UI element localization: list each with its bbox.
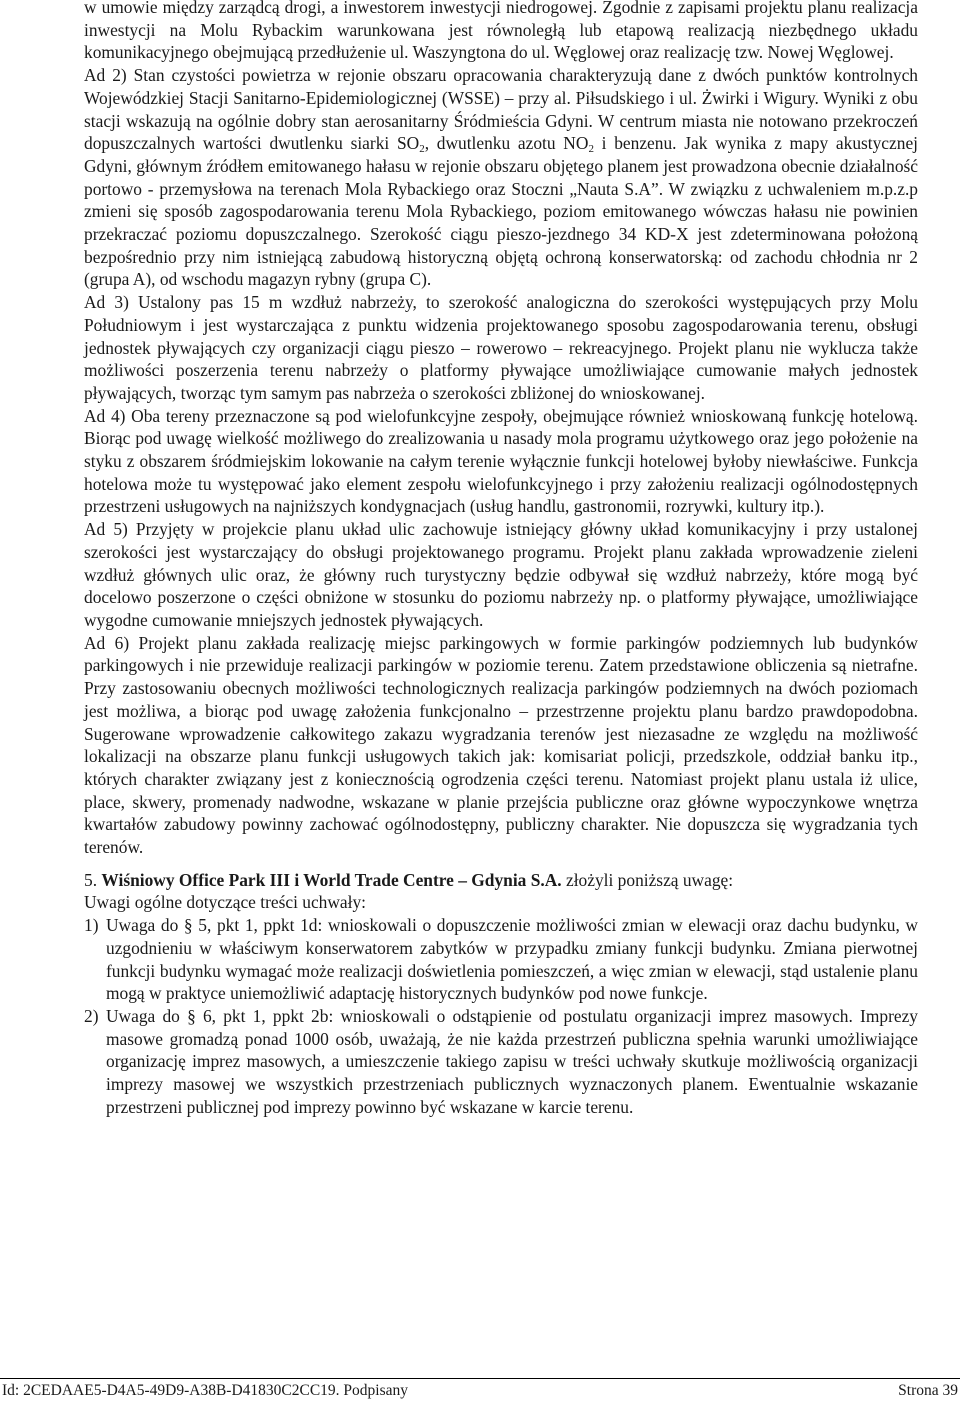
list-item-number: 2) [84,1005,99,1026]
footer-divider [0,1378,960,1379]
list-item-text: Uwaga do § 5, pkt 1, ppkt 1d: wnioskowali o dopuszczenie możliwości zmian w elewacji oraz dachu budynku, w uzgodnieniu w właściwym konserwatorem zabytków w przypadku zmiany funkcji budynku. Zmiana pierwotnej funkcji budynku wymagać może realizacji doświetlenia pomieszczeń, a więc zmian w elewacji, stąd ustalenie planu mogą w praktyce uniemożliwić adaptację historycznych budynków pod nowe funkcje. [106,915,918,1004]
list-item [84,1005,918,1119]
section-5-heading [84,869,918,892]
ad2-text-part2: , dwutlenku azotu NO [424,133,589,154]
section-5-heading-rest: złożyli poniższą uwagę: [561,869,734,890]
no2-subscript: 2 [588,143,594,156]
document-body [84,0,918,1118]
list-item-number: 1) [84,915,99,936]
paragraph-ad-2 [84,64,918,291]
section-5-subtitle: Uwagi ogólne dotyczące treści uchwały: [84,892,367,913]
paragraph-ad-4: Ad 4) Oba tereny przeznaczone są pod wielofunkcyjne zespoły, obejmujące również wnioskowaną funkcję hotelową. Biorąc pod uwagę wielkość możliwego do zrealizowania u nasady mola programu użytkowego oraz jego położenie na styku z obszarem śródmiejskim lokowanie na całym terenie wyłącznie funkcji hotelowej byłoby niewłaściwe. Funkcja hotelowa może tu występować jako element zespołu wielofunkcyjnego i przy założeniu realizacji ogólnodostępnych przestrzeni usługowych na najniższych kondygnacjach (usług handlu, gastronomii, rozrywki, kultury itp.). [84,405,918,517]
page-number: Strona 39 [898,1382,958,1399]
ad2-text-part3: i benzenu. Jak wynika z mapy akustycznej Gdyni, głównym źródłem emitowanego hałasu w rejonie obszaru objętego planem jest prowadzona obecnie działalność portowo - przemysłowa na terenach Mola Rybackiego oraz Stoczni „Nauta S.A”. W związku z uchwaleniem m.p.z.p zmieni się sposób zagospodarowania terenu Mola Rybackiego, poziom emitowanego wówczas hałasu nie powinien przekraczać poziomu dopuszczalnego. Szerokość ciągu pieszo-jezdnego 34 KD-X jest zdeterminowana położoną bezpośrednio przy nim istniejącą zabudową historyczną objętą ochroną konserwatorską: od zachodu chłodnia nr 2 (grupa A), od wschodu magazyn rybny (grupa C). [84,133,918,290]
ad2-text-part1: Ad 2) Stan czystości powietrza w rejonie obszaru opracowania charakteryzują dane z dwóch punktów kontrolnych Wojewódzkiej Stacji Sanitarno-Epidemiologicznej (WSSE) – przy al. Piłsudskiego i ul. Żwirki i Wigury. Wyniki z obu stacji wskazują na ogólnie dobry stan aerosanitarny Śródmieścia Gdyni. W centrum miasta nie notowano przekroczeń dopuszczalnych wartości dwutlenku siarki SO [84,65,918,154]
paragraph-ad-6: Ad 6) Projekt planu zakłada realizację miejsc parkingowych w formie parkingów podziemnych lub budynków parkingowych i nie przewiduje realizacji parkingów w poziomie terenu. Zatem przedstawione obliczenia są nietrafne. Przy zastosowaniu obecnych możliwości technologicznych realizacja parkingów podziemnych na dwóch poziomach jest możliwa, a biorąc pod uwagę założenia funkcjonalno – przestrzenne projektu planu bardzo prawdopodobna. Sugerowane wprowadzenie całkowitego zakazu wygradzania terenów jest niezasadne ze względu na możliwość lokalizacji na obszarze planu funkcji usługowych takich jak: komisariat policji, przedszkole, oddział banku itp., których charakter związany jest z koniecznością ogrodzenia części terenu. Natomiast projekt planu ustala iż ulice, place, skwery, promenady nadwodne, wskazane w planie przejścia publiczne oraz główne wypoczynkowe wnętrza kwartałów zabudowy powinny zachować ogólnodostępny, publiczny charakter. Nie dopuszcza się wygradzania tych terenów. [84,632,918,858]
paragraph-intro-continuation: w umowie między zarządcą drogi, a inwestorem inwestycji niedrogowej. Zgodnie z zapisami projektu planu realizacja inwestycji na Molu Rybackim warunkowana jest równoległą lub etapową realizacją niezbędnego układu komunikacyjnego obejmującą przedłużenie ul. Waszyngtona do ul. Węglowej oraz realizację tzw. Nowej Węglowej. [84,0,918,63]
page-footer [0,1380,960,1400]
list-item [84,914,918,1005]
paragraph-ad-5: Ad 5) Przyjęty w projekcie planu układ ulic zachowuje istniejący główny układ komunikacyjny i przy ustalonej szerokości jest wystarczający do obsługi projektowanego programu. Projekt planu zakłada wprowadzenie zieleni wzdłuż głównych ulic oraz, że główny ruch turystyczny będzie odbywał się wzdłuż nabrzeży, które mogą być docelowo poszerzone o części obniżone w stosunku do poziomu nabrzeży np. o platformy pływające, umożliwiające wygodne cumowanie mniejszych jednostek pływających. [84,519,918,630]
list-item-text: Uwaga do § 6, pkt 1, ppkt 2b: wnioskowali o odstąpienie od postulatu organizacji imprez masowych. Imprezy masowe gromadzą ponad 1000 osób, uważają, że nie każda przestrzeń publiczna spełnia warunki umożliwiające organizację imprez masowych, a umieszczenie takiego zapisu w treści uchwały skutkuje możliwością organizacji imprezy masowej we wszystkich przestrzeniach publicznych wyznaczonych planem. Ewentualnie wskazanie przestrzeni publicznej pod imprezy powinno być wskazane w karcie terenu. [106,1005,918,1117]
remarks-list [84,914,918,1118]
document-id: Id: 2CEDAAE5-D4A5-49D9-A38B-D41830C2CC19. Podpisany [2,1382,409,1399]
paragraph-ad-3: Ad 3) Ustalony pas 15 m wzdłuż nabrzeży, to szerokość analogiczna do szerokości występujących przy Molu Południowym i jest wystarczająca z punktu widzenia projektowanego sposobu zagospodarowania terenu, obsługi jednostek pływających czy organizacji ciągu pieszo – rowerowo – rekreacyjnego. Projekt planu nie wyklucza także możliwości poszerzenia terenu nabrzeży o platformy pływające umożliwiające cumowanie małych jednostek pływających, tworząc tym samym pas nabrzeża o szerokości zbliżonej do wnioskowanej. [84,292,918,403]
section-5-number: 5. [84,869,98,890]
section-5-submitter: Wiśniowy Office Park III i World Trade Centre – Gdynia S.A. [101,869,562,890]
so2-subscript: 2 [419,143,425,156]
